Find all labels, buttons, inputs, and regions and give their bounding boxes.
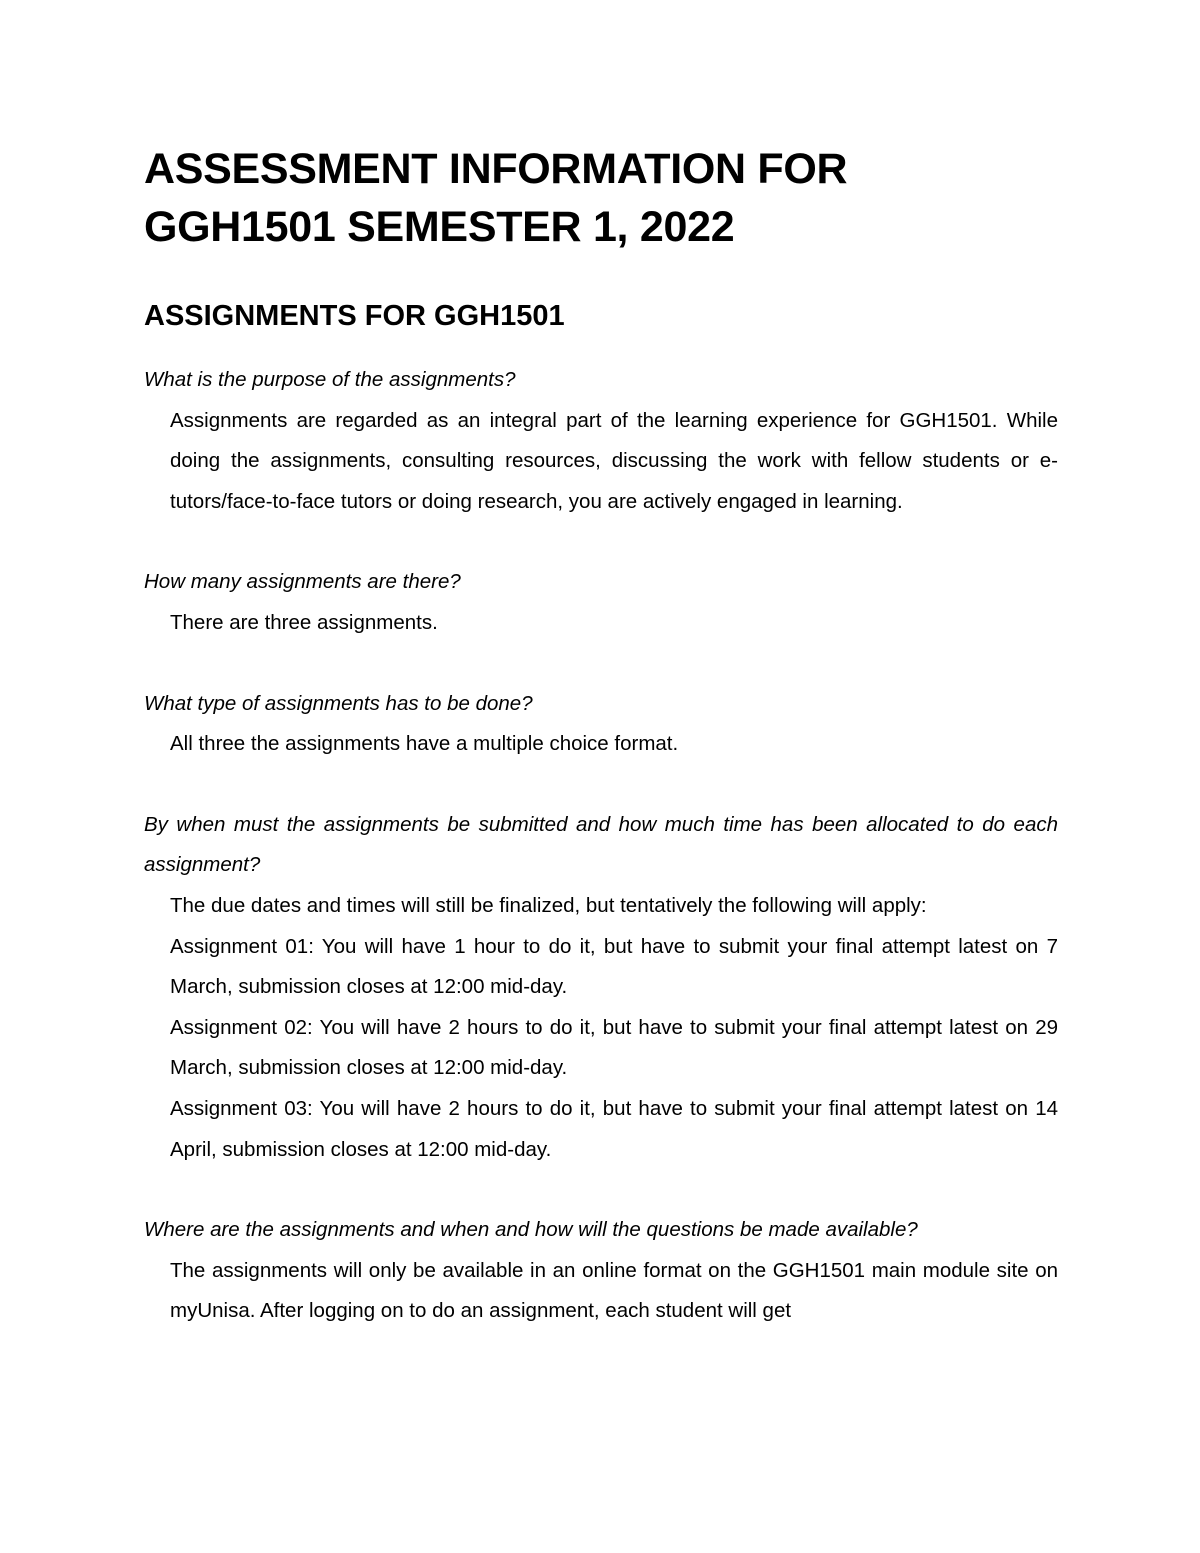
answer-count: There are three assignments.: [170, 610, 438, 634]
document-title: [144, 140, 1058, 256]
question-purpose: What is the purpose of the assignments?: [144, 368, 516, 391]
answer-assignment-02: Assignment 02: You will have 2 hours to do it, but have to submit your final attempt latest on 29 March, submission closes at 12:00 mid-day.: [170, 1015, 1058, 1080]
question-availability: Where are the assignments and when and how will the questions be made available?: [144, 1218, 918, 1242]
faq-section-count: [144, 562, 1058, 643]
answer-type: All three the assignments have a multiple choice format.: [170, 732, 679, 756]
document-page: [144, 140, 1058, 1332]
faq-section-type: [144, 684, 1058, 765]
title-line-1: ASSESSMENT INFORMATION FOR: [144, 145, 848, 193]
answer-purpose: Assignments are regarded as an integral part of the learning experience for GGH1501. While doing the assignments, consulting resources, discussing the work with fellow students or e-tutors/face-to-face tutors or doing research, you are actively engaged in learning.: [170, 408, 1058, 513]
question-count: How many assignments are there?: [144, 570, 461, 594]
title-line-2: GGH1501 SEMESTER 1, 2022: [144, 203, 735, 251]
answer-due-dates-intro: The due dates and times will still be finalized, but tentatively the following will apply:: [170, 893, 927, 917]
answer-assignment-01: Assignment 01: You will have 1 hour to do it, but have to submit your final attempt latest on 7 March, submission closes at 12:00 mid-day.: [170, 934, 1058, 999]
question-due-dates: By when must the assignments be submitted and how much time has been allocated to do each assignment?: [144, 812, 1058, 877]
faq-section-due-dates: [144, 805, 1058, 1170]
faq-section-purpose: [144, 360, 1058, 522]
faq-section-availability: [144, 1210, 1058, 1332]
section-heading: ASSIGNMENTS FOR GGH1501: [144, 300, 565, 332]
answer-assignment-03: Assignment 03: You will have 2 hours to do it, but have to submit your final attempt latest on 14 April, submission closes at 12:00 mid-day.: [170, 1096, 1058, 1161]
answer-availability: The assignments will only be available in an online format on the GGH1501 main module site on myUnisa. After logging on to do an assignment, each student will get: [170, 1258, 1058, 1323]
question-type: What type of assignments has to be done?: [144, 691, 533, 715]
